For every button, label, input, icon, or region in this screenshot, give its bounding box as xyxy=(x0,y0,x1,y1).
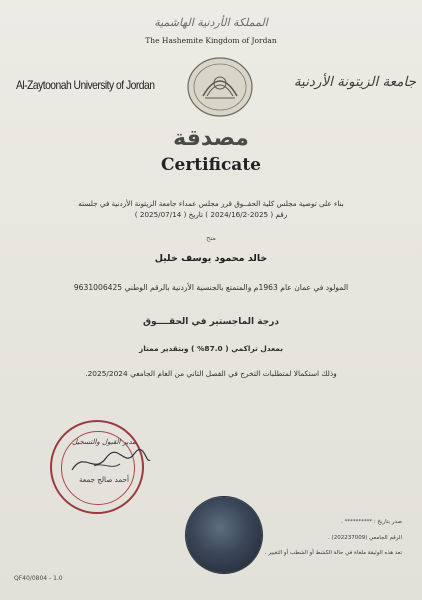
degree-title: درجة الماجستير في الحقــــوق xyxy=(142,317,280,327)
void-notice: تعد هذه الوثيقة ملغاة في حالة الكشط أو الشطب أو التغيير . xyxy=(264,550,402,556)
university-name-english: Al-Zaytoonah University of Jordan xyxy=(16,78,155,92)
university-name-arabic: جامعة الزيتونة الأردنية xyxy=(293,74,416,90)
decision-line-1: بناء على توصية مجلس كلية الحقــوق قرر مجلس عمداء جامعة الزيتونة الأردنية في جلسته xyxy=(78,199,344,208)
completion-line: وذلك استكمالا لمتطلبات التخرج في الفصل الثاني من العام الجامعي 2025/2024. xyxy=(85,369,337,378)
issue-date: صدر بتاريخ : ********** . xyxy=(341,519,402,525)
registrar-name: أحمد صالح جمعة xyxy=(79,475,129,484)
registrar-signature xyxy=(64,440,154,480)
university-logo xyxy=(185,56,255,118)
decision-line-2: رقم ( 2025-2024/16/2 ) تاريخ ( 2025/07/14 ) xyxy=(134,210,288,219)
embossed-seal xyxy=(186,497,262,573)
gpa-line: بمعدل تراكمي ( 87.0% ) وبتقدير ممتاز xyxy=(138,344,283,353)
birth-nationality-line: المولود في عمان عام 1963م والمتمتع بالجنسية الأردنية بالرقم الوطني 9631006425 xyxy=(73,283,349,292)
kingdom-arabic-heading: المملكة الأردنية الهاشمية xyxy=(154,16,268,29)
certificate-title-arabic: مصدقة xyxy=(173,126,249,151)
form-code: QF40/0804 - 1.0 xyxy=(14,575,63,582)
certificate-title-english: Certificate xyxy=(160,155,261,175)
university-number: الرقم الجامعي (202237009) . xyxy=(328,535,402,541)
kingdom-english-heading: The Hashemite Kingdom of Jordan xyxy=(145,36,277,45)
granted-label: منح xyxy=(206,234,216,242)
student-name: خالد محمود يوسف خليل xyxy=(154,253,268,264)
registrar-title: مدير القبول والتسجيل xyxy=(72,438,136,446)
